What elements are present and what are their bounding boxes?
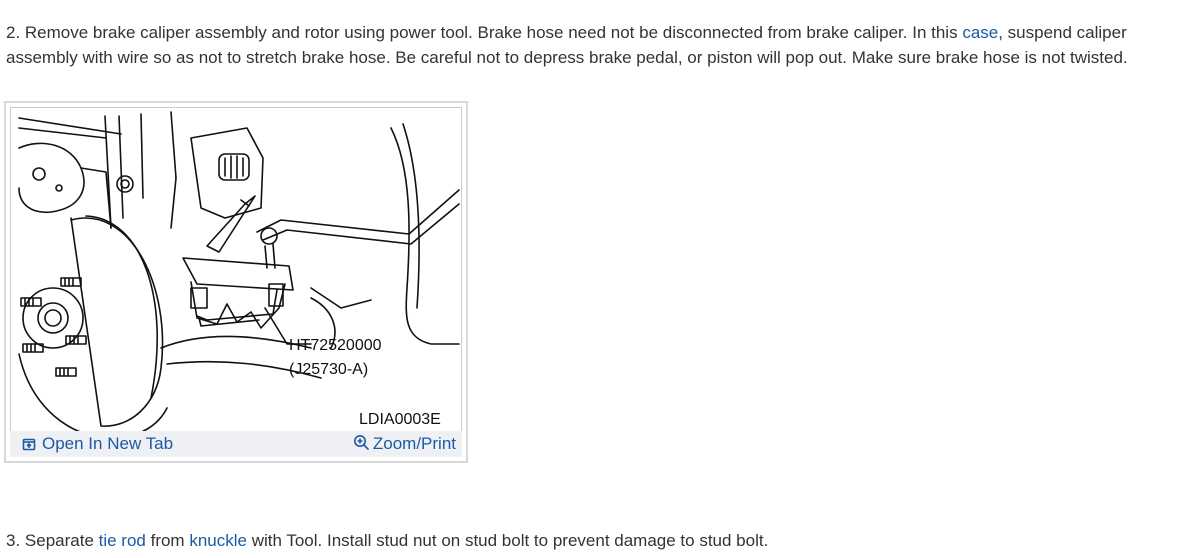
case-link[interactable]: case bbox=[962, 23, 999, 42]
step-3-text-start: 3. Separate bbox=[6, 531, 99, 550]
zoom-print-label: Zoom/Print bbox=[372, 434, 456, 453]
step-3-text-end: with Tool. Install stud nut on stud bolt to prevent damage to stud bolt. bbox=[246, 531, 769, 550]
figure-toolbar bbox=[10, 431, 462, 457]
knuckle-link[interactable]: knuckle bbox=[189, 531, 247, 550]
tie-rod-link[interactable]: tie rod bbox=[98, 531, 146, 550]
magnifier-plus-icon bbox=[353, 434, 370, 451]
tool-alt-number-label: (J25730-A) bbox=[289, 361, 369, 378]
zoom-print-link[interactable] bbox=[353, 434, 456, 454]
step-2-text-start: 2. Remove brake caliper assembly and rotor using power tool. Brake hose need not be disconnected from brake caliper. In this bbox=[6, 23, 963, 42]
open-in-new-tab-label: Open In New Tab bbox=[42, 434, 174, 453]
open-in-new-tab-icon bbox=[22, 437, 36, 451]
tie-rod-removal-illustration bbox=[10, 107, 462, 457]
figure-container bbox=[4, 101, 468, 463]
open-in-new-tab-link[interactable] bbox=[22, 434, 173, 454]
tool-number-label: HT72520000 bbox=[289, 337, 382, 354]
step-2-text-end: , suspend caliper assembly with wire so as not to stretch brake hose. Be careful not to depress brake pedal, or piston will pop out. Make sure brake hose is not twisted. bbox=[6, 23, 1128, 67]
step-3-text-middle: from bbox=[145, 531, 190, 550]
step-2-paragraph bbox=[6, 20, 1186, 70]
step-3-paragraph bbox=[6, 528, 768, 553]
figure-code-label: LDIA0003E bbox=[359, 411, 441, 428]
